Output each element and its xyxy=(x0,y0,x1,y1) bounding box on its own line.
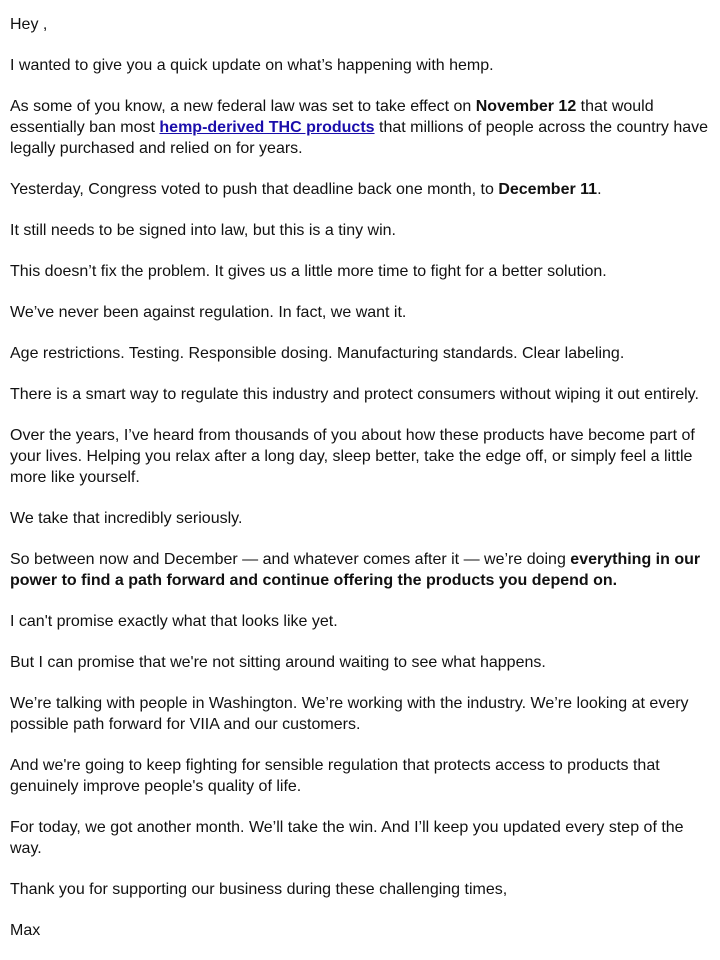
text-span: that millions of people across the country have legally purchased and relied on for years. xyxy=(10,119,709,157)
paragraph-federal-law xyxy=(10,96,710,159)
paragraph-path-forward xyxy=(10,549,710,591)
text-span: that would essentially ban most xyxy=(10,98,654,136)
paragraph-can-promise: But I can promise that we're not sitting around waiting to see what happens. xyxy=(10,654,546,671)
paragraph-another-month: For today, we got another month. We’ll take the win. And I’ll keep you updated every step of the way. xyxy=(10,819,684,857)
signature: Max xyxy=(10,922,41,939)
date-december-11: December 11 xyxy=(498,181,598,198)
paragraph-tiny-win: It still needs to be signed into law, but this is a tiny win. xyxy=(10,222,396,239)
text-span: So between now and December — and whatever comes after it — we’re doing xyxy=(10,551,571,568)
greeting: Hey , xyxy=(10,16,48,33)
date-november-12: November 12 xyxy=(475,98,577,115)
paragraph-update: I wanted to give you a quick update on what’s happening with hemp. xyxy=(10,57,494,74)
paragraph-washington: We’re talking with people in Washington. We’re working with the industry. We’re looking at every possible path forward for VIIA and our customers. xyxy=(10,695,689,733)
hemp-products-link[interactable]: hemp-derived THC products xyxy=(159,119,375,136)
paragraph-restrictions: Age restrictions. Testing. Responsible dosing. Manufacturing standards. Clear labeling. xyxy=(10,345,625,362)
paragraph-seriously: We take that incredibly seriously. xyxy=(10,510,243,527)
paragraph-thank-you: Thank you for supporting our business during these challenging times, xyxy=(10,881,508,898)
paragraph-congress-vote xyxy=(10,179,710,200)
paragraph-more-time: This doesn’t fix the problem. It gives us a little more time to fight for a better solution. xyxy=(10,263,607,280)
paragraph-customer-stories: Over the years, I’ve heard from thousands of you about how these products have become part of your lives. Helping you relax after a long day, sleep better, take the edge off, or simply feel a little more like yourself. xyxy=(10,427,695,486)
paragraph-keep-fighting: And we're going to keep fighting for sensible regulation that protects access to products that genuinely improve people's quality of life. xyxy=(10,757,660,795)
bold-commitment: everything in our power to find a path forward and continue offering the products you depend on. xyxy=(10,551,701,589)
paragraph-cant-promise: I can't promise exactly what that looks like yet. xyxy=(10,613,338,630)
paragraph-regulation: We’ve never been against regulation. In fact, we want it. xyxy=(10,304,407,321)
text-span: As some of you know, a new federal law was set to take effect on xyxy=(10,98,476,115)
text-span: Yesterday, Congress voted to push that deadline back one month, to xyxy=(10,181,499,198)
paragraph-smart-regulation: There is a smart way to regulate this industry and protect consumers without wiping it out entirely. xyxy=(10,386,699,403)
text-span: . xyxy=(597,181,602,198)
